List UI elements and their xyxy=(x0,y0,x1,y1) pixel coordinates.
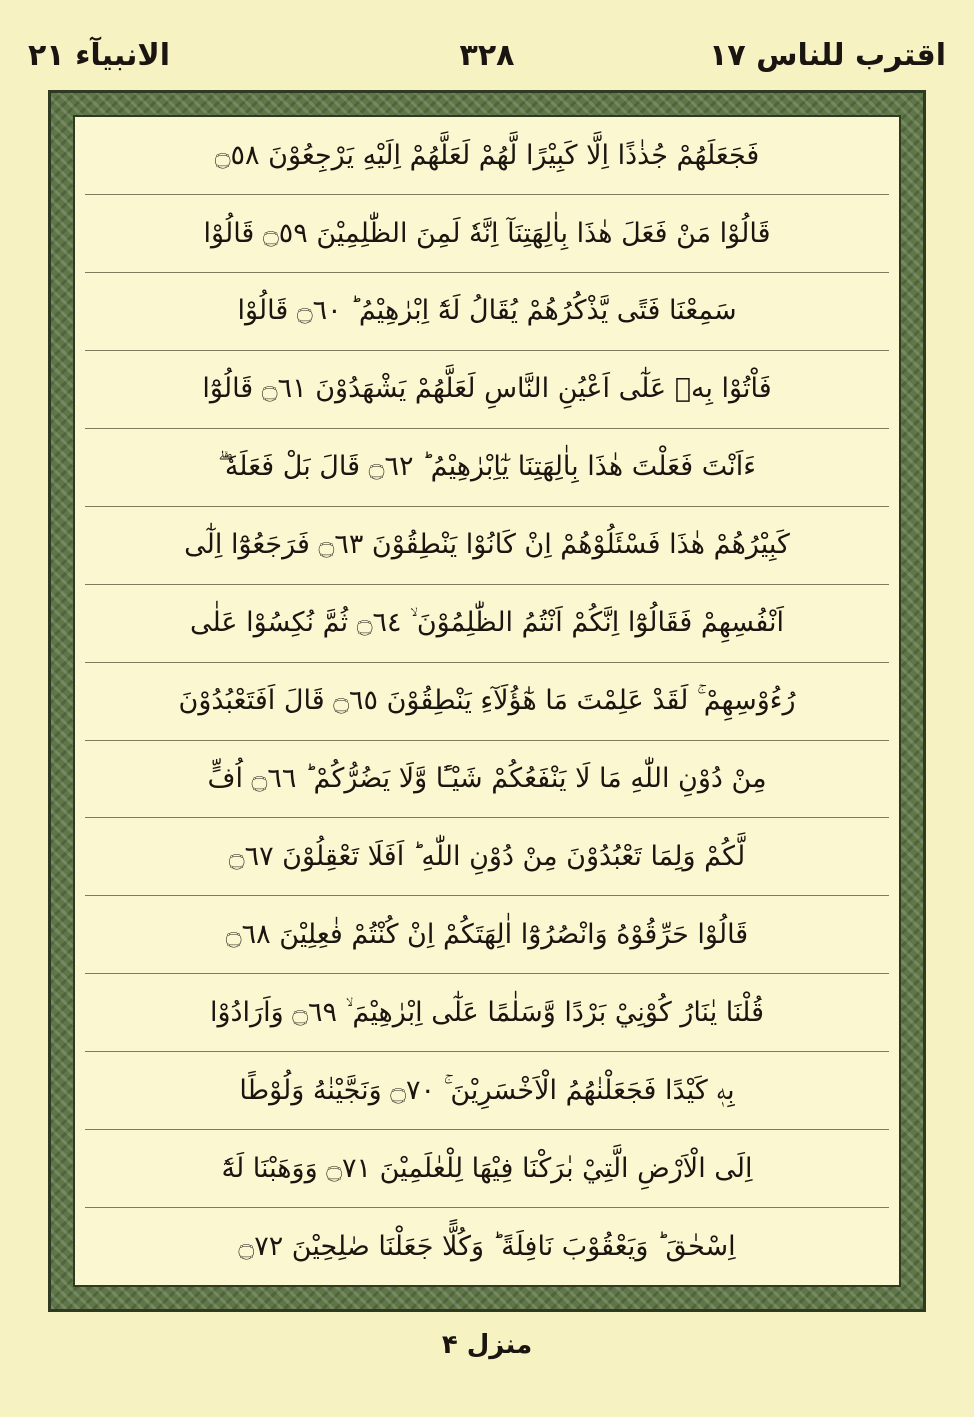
manzil-label: منزل ۴ xyxy=(441,1330,533,1360)
verse-line-9: مِنْ دُوْنِ اللّٰهِ مَا لَا يَنْفَعُكُمْ شَيْـًٔا وَّلَا يَضُرُّكُمْ ؕ ۝٦٦ اُفٍّ xyxy=(85,741,889,819)
verse-line-11: قَالُوْا حَرِّقُوْهُ وَانْصُرُوْٓا اٰلِهَتَكُمْ اِنْ كُنْتُمْ فٰعِلِيْنَ ۝٦٨ xyxy=(85,896,889,974)
ornamental-border xyxy=(48,90,926,1312)
verse-line-3: سَمِعْنَا فَتًى يَّذْكُرُهُمْ يُقَالُ لَهٗٓ اِبْرٰهِيْمُ ؕ ۝٦٠ قَالُوْا xyxy=(85,273,889,351)
verse-line-12: قُلْنَا يٰنَارُ كُوْنِيْ بَرْدًا وَّسَلٰمًا عَلٰٓى اِبْرٰهِيْمَ ۙ ۝٦٩ وَاَرَادُوْا xyxy=(85,974,889,1052)
verse-line-15: اِسْحٰقَ ؕ وَيَعْقُوْبَ نَافِلَةً ؕ وَكُلًّا جَعَلْنَا صٰلِحِيْنَ ۝٧٢ xyxy=(238,1230,736,1262)
verse-line-6: كَبِيْرُهُمْ هٰذَا فَسْئَلُوْهُمْ اِنْ كَانُوْا يَنْطِقُوْنَ ۝٦٣ فَرَجَعُوْٓا اِلٰٓى xyxy=(85,507,889,585)
verse-line-8: رُءُوْسِهِمْ ۚ لَقَدْ عَلِمْتَ مَا هٰٓؤُلَآءِ يَنْطِقُوْنَ ۝٦٥ قَالَ اَفَتَعْبُدُوْنَ xyxy=(85,663,889,741)
verse-line-7: اَنْفُسِهِمْ فَقَالُوْٓا اِنَّكُمْ اَنْتُمُ الظّٰلِمُوْنَ ۙ ۝٦٤ ثُمَّ نُكِسُوْا عَلٰى xyxy=(85,585,889,663)
verse-line-13: بِهٖ كَيْدًا فَجَعَلْنٰهُمُ الْاَخْسَرِيْنَ ۚ ۝٧٠ وَنَجَّيْنٰهُ وَلُوْطًا xyxy=(85,1052,889,1130)
page-header xyxy=(28,38,946,82)
juz-name: اقترب للناس ١٧ xyxy=(709,38,946,73)
verse-line-1: فَجَعَلَهُمْ جُذٰذًا اِلَّا كَبِيْرًا لَّهُمْ لَعَلَّهُمْ اِلَيْهِ يَرْجِعُوْنَ ۝٥٨ xyxy=(85,117,889,195)
verse-line-5: ءَاَنْتَ فَعَلْتَ هٰذَا بِاٰلِهَتِنَا يٰٓاِبْرٰهِيْمُ ؕ ۝٦٢ قَالَ بَلْ فَعَلَهٗ ۖۗ xyxy=(85,429,889,507)
verse-line-2: قَالُوْا مَنْ فَعَلَ هٰذَا بِاٰلِهَتِنَآ اِنَّهٗ لَمِنَ الظّٰلِمِيْنَ ۝٥٩ قَالُوْا xyxy=(85,195,889,273)
verse-line-10: لَّكُمْ وَلِمَا تَعْبُدُوْنَ مِنْ دُوْنِ اللّٰهِ ؕ اَفَلَا تَعْقِلُوْنَ ۝٦٧ xyxy=(85,818,889,896)
page-number: ٣٢٨ xyxy=(459,38,515,73)
verse-line-14: اِلَى الْاَرْضِ الَّتِيْ بٰرَكْنَا فِيْهَا لِلْعٰلَمِيْنَ ۝٧١ وَوَهَبْنَا لَهٗٓ xyxy=(85,1130,889,1208)
surah-name: الانبیآء ٢١ xyxy=(28,38,171,73)
text-area xyxy=(73,115,901,1287)
verse-line-4: فَاْتُوْا بِهٖ عَلٰٓى اَعْيُنِ النَّاسِ لَعَلَّهُمْ يَشْهَدُوْنَ ۝٦١ قَالُوْٓا xyxy=(85,351,889,429)
